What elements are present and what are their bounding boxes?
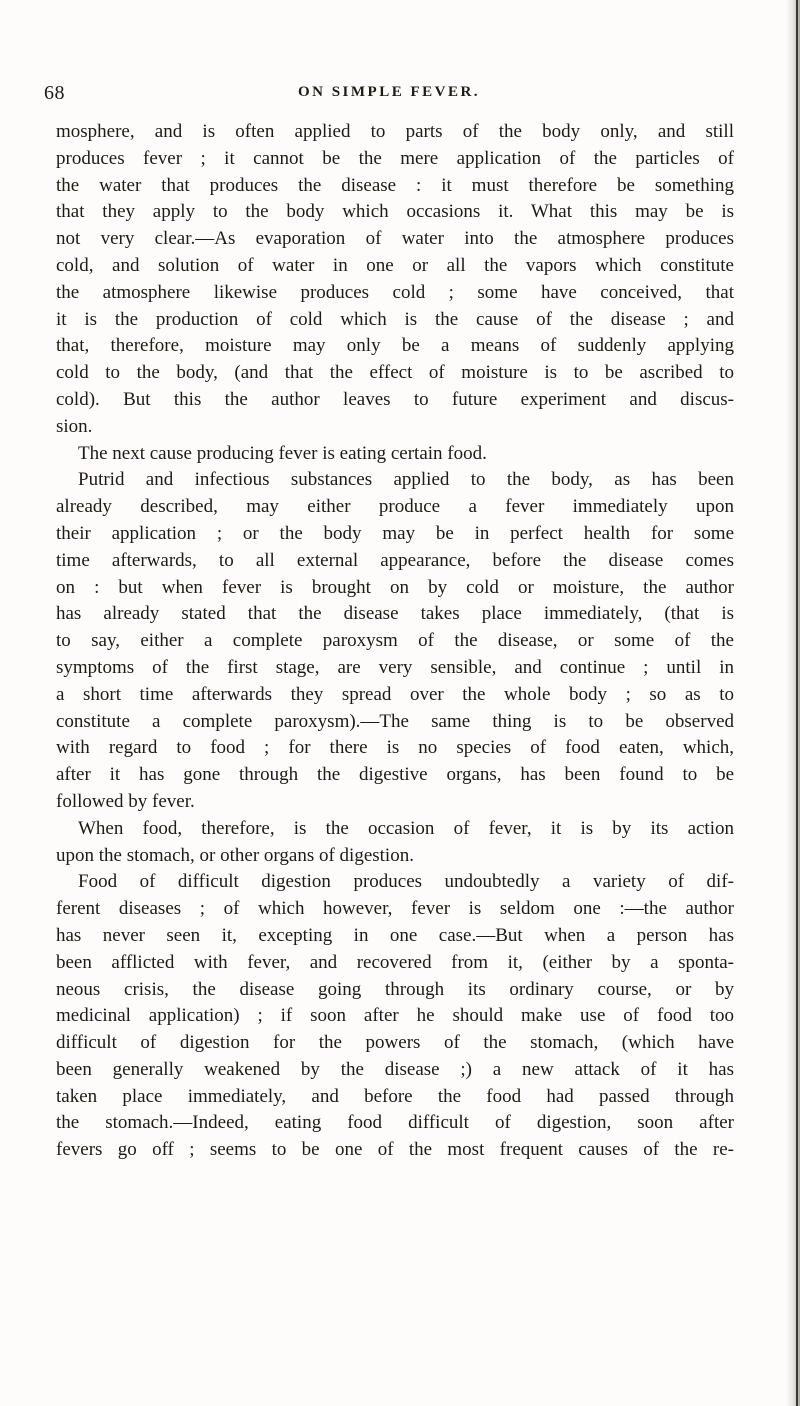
text-line: followed by fever. bbox=[56, 790, 195, 812]
text-line: been afflicted with fever, and recovered from it, (either by a sponta- bbox=[56, 951, 734, 973]
text-line: medicinal application) ; if soon after he should make use of food too bbox=[56, 1005, 734, 1027]
text-line: a short time afterwards they spread over the whole body ; so as to bbox=[56, 683, 734, 705]
text-line: that they apply to the body which occasions it. What this may be is bbox=[56, 201, 734, 223]
text-line: the stomach.—Indeed, eating food difficult of digestion, soon after bbox=[56, 1112, 734, 1134]
text-line: to say, either a complete paroxysm of the disease, or some of the bbox=[56, 630, 734, 652]
body-text bbox=[56, 119, 734, 1164]
text-line: When food, therefore, is the occasion of fever, it is by its action bbox=[78, 817, 734, 839]
page-number: 68 bbox=[44, 82, 65, 104]
text-line: has never seen it, excepting in one case.—But when a person has bbox=[56, 924, 734, 946]
text-line: neous crisis, the disease going through its ordinary course, or by bbox=[56, 978, 734, 1000]
text-line: the water that produces the disease : it must therefore be something bbox=[56, 174, 734, 196]
text-line: sion. bbox=[56, 415, 93, 437]
text-line: after it has gone through the digestive organs, has been found to be bbox=[56, 764, 734, 786]
text-line: difficult of digestion for the powers of the stomach, (which have bbox=[56, 1032, 734, 1054]
text-line: cold, and solution of water in one or all the vapors which constitute bbox=[56, 254, 734, 276]
text-line: it is the production of cold which is the cause of the disease ; and bbox=[56, 308, 734, 330]
text-line: already described, may either produce a fever immediately upon bbox=[56, 496, 734, 518]
text-line: taken place immediately, and before the food had passed through bbox=[56, 1085, 734, 1107]
text-line: with regard to food ; for there is no species of food eaten, which, bbox=[56, 737, 734, 759]
running-head bbox=[44, 82, 734, 112]
text-line: been generally weakened by the disease ;) a new attack of it has bbox=[56, 1058, 734, 1080]
text-line: The next cause producing fever is eating certain food. bbox=[78, 442, 487, 464]
text-line: produces fever ; it cannot be the mere application of the particles of bbox=[56, 147, 734, 169]
text-line: upon the stomach, or other organs of digestion. bbox=[56, 844, 414, 866]
text-line: that, therefore, moisture may only be a means of suddenly applying bbox=[56, 335, 734, 357]
text-line: constitute a complete paroxysm).—The same thing is to be observed bbox=[56, 710, 734, 732]
text-line: not very clear.—As evaporation of water into the atmosphere produces bbox=[56, 228, 734, 250]
text-line: the atmosphere likewise produces cold ; some have conceived, that bbox=[56, 281, 734, 303]
text-line: on : but when fever is brought on by cold or moisture, the author bbox=[56, 576, 734, 598]
text-line: Putrid and infectious substances applied to the body, as has been bbox=[78, 469, 734, 491]
text-line: symptoms of the first stage, are very sensible, and continue ; until in bbox=[56, 656, 734, 678]
text-line: Food of difficult digestion produces undoubtedly a variety of dif- bbox=[78, 871, 734, 893]
text-line: cold). But this the author leaves to future experiment and discus- bbox=[56, 388, 734, 410]
text-line: fevers go off ; seems to be one of the most frequent causes of the re- bbox=[56, 1139, 734, 1161]
text-line: mosphere, and is often applied to parts of the body only, and still bbox=[56, 121, 734, 142]
running-title: ON SIMPLE FEVER. bbox=[297, 84, 481, 100]
text-line: their application ; or the body may be in perfect health for some bbox=[56, 522, 734, 544]
page-edge-line bbox=[796, 0, 798, 1406]
text-line: has already stated that the disease takes place immediately, (that is bbox=[56, 603, 734, 625]
text-line: ferent diseases ; of which however, fever is seldom one :—the author bbox=[56, 898, 734, 920]
text-line: time afterwards, to all external appearance, before the disease comes bbox=[56, 549, 734, 571]
text-line: cold to the body, (and that the effect of moisture is to be ascribed to bbox=[56, 362, 734, 384]
